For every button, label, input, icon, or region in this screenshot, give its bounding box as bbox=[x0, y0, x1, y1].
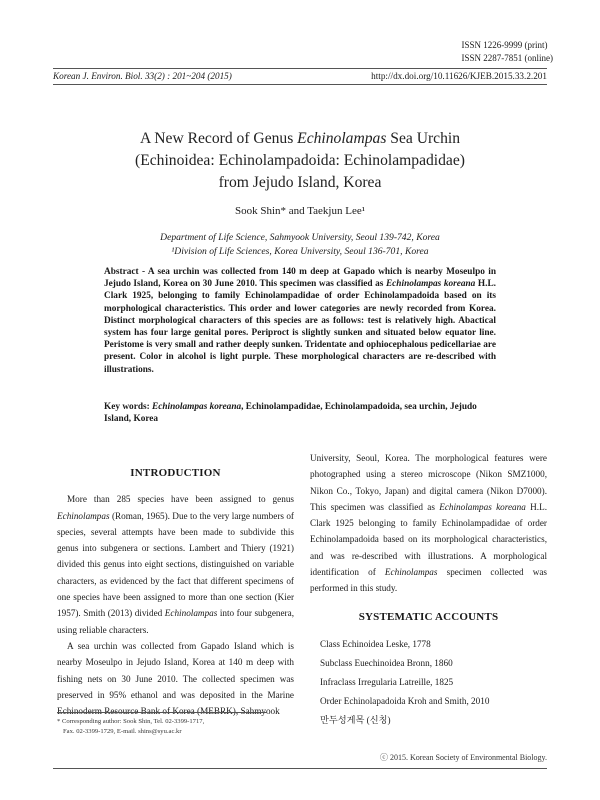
affiliation-2: ¹Division of Life Sciences, Korea University, Seoul 136-701, Korea bbox=[171, 246, 429, 257]
running-header bbox=[53, 71, 547, 81]
footnote-line-1: * Corresponding author: Sook Shin, Tel. 02-3399-1717, bbox=[57, 718, 205, 725]
left-column bbox=[57, 465, 294, 719]
header-top-rule bbox=[53, 68, 547, 69]
intro-paragraph-1 bbox=[57, 491, 294, 638]
taxon-class: Class Echinoidea Leske, 1778 bbox=[320, 638, 431, 649]
intro-p3-a: University, Seoul, Korea. The morphological features were photographed using a stereo microscope (Nikon SMZ1000, Nikon Co., Tokyo, Japan) and digital camera (Nikon D7000). This specimen was classified as bbox=[310, 453, 547, 512]
taxonomy-list bbox=[310, 635, 547, 730]
keywords bbox=[104, 401, 496, 426]
footnote-line-2: Fax. 02-3399-1729, E-mail. shins@syu.ac.kr bbox=[63, 728, 182, 735]
issn-block bbox=[462, 39, 554, 65]
intro-paragraph-2: A sea urchin was collected from Gapado Island which is nearby Moseulpo in Jejudo Island, Korea at 140 m deep with fishing nets on 30 June 2010. The collected specimen was preserved in 95% ethanol and was deposited in the Marine Echinoderm Resource Bank of Korea (MEBRK), Sahmyook bbox=[57, 640, 294, 717]
doi-link[interactable]: http://dx.doi.org/10.11626/KJEB.2015.33.2.201 bbox=[371, 71, 547, 81]
taxon-order: Order Echinolapadoida Kroh and Smith, 2010 bbox=[320, 695, 490, 706]
bottom-rule bbox=[53, 768, 547, 769]
intro-paragraph-3 bbox=[310, 450, 547, 597]
abstract bbox=[104, 266, 496, 376]
title-line2: (Echinoidea: Echinolampadoida: Echinolampadidae) bbox=[135, 152, 465, 169]
header-bottom-rule bbox=[53, 84, 547, 85]
affiliation-1: Department of Life Science, Sahmyook University, Seoul 139-742, Korea bbox=[160, 232, 440, 243]
title-line1-post: Sea Urchin bbox=[386, 130, 461, 147]
title-genus: Echinolampas bbox=[297, 130, 387, 147]
right-column bbox=[310, 450, 547, 730]
keywords-species: Echinolampas koreana bbox=[152, 402, 242, 412]
footnote bbox=[57, 717, 204, 737]
abstract-species: Echinolampas koreana bbox=[385, 279, 476, 290]
issn-print: ISSN 1226-9999 (print) bbox=[461, 40, 548, 50]
title-line1-pre: A New Record of Genus bbox=[139, 130, 298, 147]
taxon-subclass: Subclass Euechinoidea Bronn, 1860 bbox=[320, 657, 453, 668]
intro-p1-c: into four subgenera, using reliable characters. bbox=[57, 608, 294, 635]
intro-p1-a: More than 285 species have been assigned to genus bbox=[67, 494, 294, 505]
footnote-rule bbox=[57, 712, 267, 713]
issn-online: ISSN 2287-7851 (online) bbox=[461, 53, 553, 63]
systematic-accounts-heading: SYSTEMATIC ACCOUNTS bbox=[358, 610, 499, 623]
keywords-list: , Echinolampadidae, Echinolampadoida, sea urchin, Jejudo Island, Korea bbox=[104, 402, 477, 425]
taxon-infraclass: Infraclass Irregularia Latreille, 1825 bbox=[320, 676, 454, 687]
intro-p1-genus: Echinolampas bbox=[57, 510, 110, 521]
abstract-text-2: H.L. Clark 1925, belonging to family Echinolampadidae of order Echinolampadoida based on its morphological characteristics. This order and lower categories are newly recorded from Korea. Distinct morphological characters of this species are as follows: test is relatively high. Abactical system has four large genital pores. Periproct is slightly sunken and situated below equator line. Peristome is very small and rather deeply sunken. Tridentate and ophiocephalous pedicellariae are present. Color in alcohol is light purple. These morphological characters are re-described with illustrations. bbox=[104, 279, 496, 375]
intro-p3-genus: Echinolampas bbox=[384, 567, 438, 578]
intro-p1-b: (Roman, 1965). Due to the very large numbers of species, several attempts have been made to subdivide this genus into subgenera or sections. Lambert and Thiery (1921) divided this genus into eight sections, distinguished on variable characters, as evidenced by the fact that different specimens of one species have been assigned to more than one section (Kier 1957). Smith (2013) divided bbox=[57, 510, 294, 619]
abstract-text-1: Abstract - A sea urchin was collected from 140 m deep at Gapado which is nearby Moseulpo in Jejudo Island, Korea on 30 June 2010. This specimen was classified as bbox=[104, 267, 496, 290]
taxon-order-korean: 만두성게목 (신칭) bbox=[320, 714, 391, 725]
authors: Sook Shin* and Taekjun Lee¹ bbox=[234, 205, 366, 217]
intro-p1-genus2: Echinolampas bbox=[164, 608, 218, 619]
intro-p3-c: specimen collected was performed in this study. bbox=[310, 567, 548, 594]
article-title bbox=[40, 128, 560, 194]
journal-citation: Korean J. Environ. Biol. 33(2) : 201~204 (2015) bbox=[53, 71, 232, 81]
title-line3: from Jejudo Island, Korea bbox=[218, 174, 382, 191]
intro-p3-species: Echinolampas koreana bbox=[439, 501, 526, 512]
introduction-heading: INTRODUCTION bbox=[130, 467, 221, 479]
keywords-label: Key words: bbox=[104, 402, 153, 412]
copyright: ⓒ 2015. Korean Society of Environmental Biology. bbox=[379, 753, 547, 762]
intro-p3-b: H.L. Clark 1925 belonging to family Echinolampadidae of order Echinolampadoida based on its morphological characteristics, and was re-described with illustrations. A morphological identification of bbox=[310, 501, 547, 578]
